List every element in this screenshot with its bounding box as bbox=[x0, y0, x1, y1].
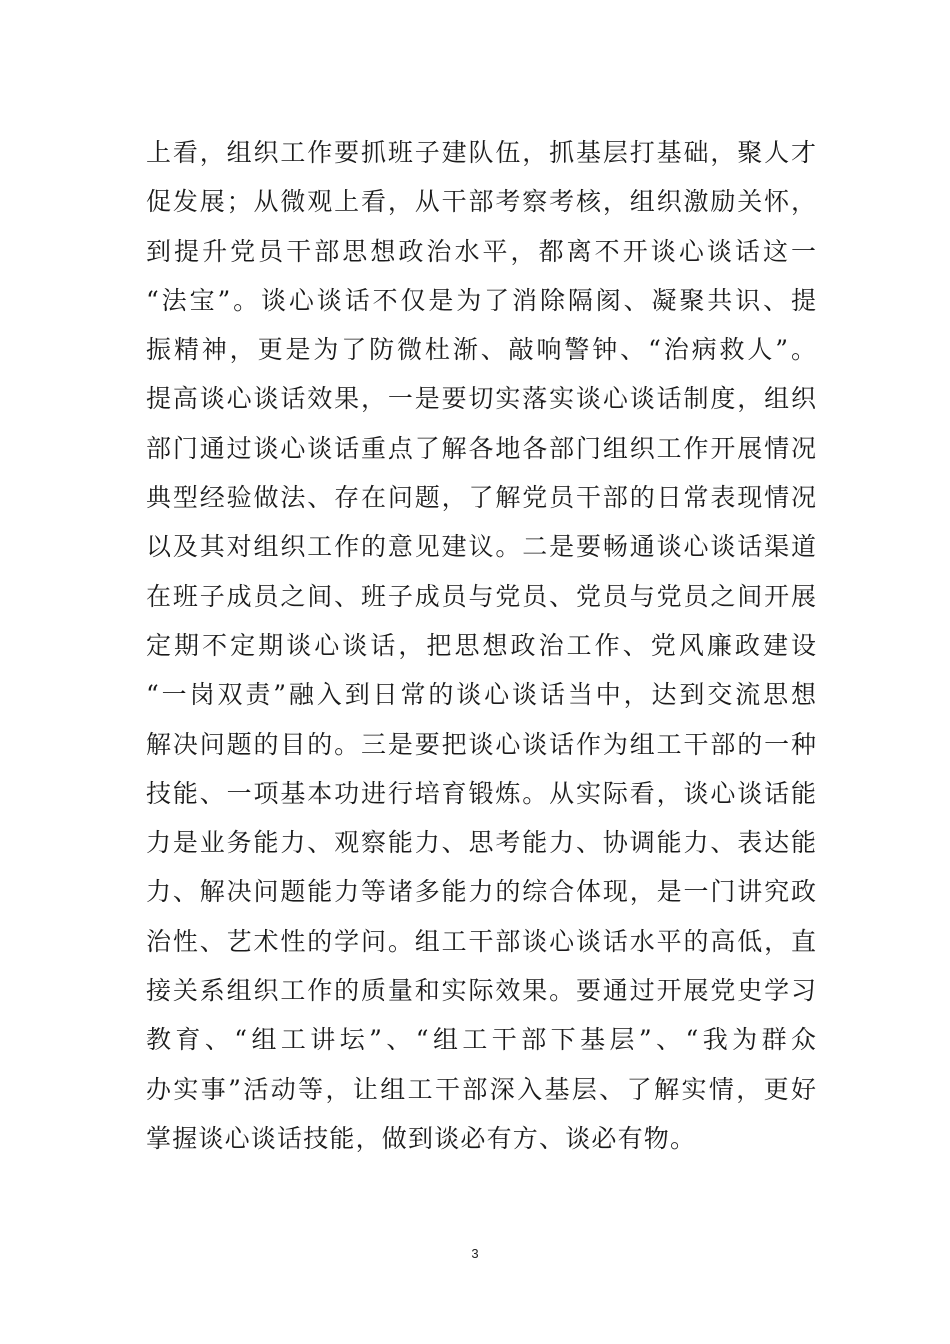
text-line: 到提升党员干部思想政治水平，都离不开谈心谈话这一 bbox=[146, 236, 816, 266]
text-line: 教育、“组工讲坛”、“组工干部下基层”、“我为群众 bbox=[146, 1025, 816, 1055]
text-line: 力、解决问题能力等诸多能力的综合体现，是一门讲究政 bbox=[146, 877, 816, 907]
text-line: 力是业务能力、观察能力、思考能力、协调能力、表达能 bbox=[146, 828, 816, 858]
text-line: “法宝”。谈心谈话不仅是为了消除隔阂、凝聚共识、提 bbox=[146, 285, 816, 315]
text-line: 技能、一项基本功进行培育锻炼。从实际看，谈心谈话能 bbox=[146, 778, 816, 808]
text-line: 上看，组织工作要抓班子建队伍，抓基层打基础，聚人才 bbox=[146, 138, 816, 167]
text-line: 典型经验做法、存在问题，了解党员干部的日常表现情况 bbox=[146, 483, 816, 513]
body-paragraph bbox=[146, 128, 816, 1163]
page-number: 3 bbox=[471, 1246, 479, 1261]
text-line: 在班子成员之间、班子成员与党员、党员与党员之间开展 bbox=[146, 581, 816, 611]
text-line: 提高谈心谈话效果，一是要切实落实谈心谈话制度，组织 bbox=[146, 384, 816, 414]
text-line: 治性、艺术性的学问。组工干部谈心谈话水平的高低，直 bbox=[146, 926, 816, 956]
text-line: 定期不定期谈心谈话，把思想政治工作、党风廉政建设 bbox=[146, 630, 816, 660]
text-line: 掌握谈心谈话技能，做到谈必有方、谈必有物。 bbox=[146, 1123, 697, 1153]
text-line: 接关系组织工作的质量和实际效果。要通过开展党史学习 bbox=[146, 976, 816, 1006]
text-line: 部门通过谈心谈话重点了解各地各部门组织工作开展情况 bbox=[146, 433, 816, 463]
text-line: 以及其对组织工作的意见建议。二是要畅通谈心谈话渠道 bbox=[146, 532, 816, 562]
text-line: 解决问题的目的。三是要把谈心谈话作为组工干部的一种 bbox=[146, 729, 816, 759]
text-line: “一岗双责”融入到日常的谈心谈话当中，达到交流思想 bbox=[146, 680, 816, 710]
text-line: 办实事”活动等，让组工干部深入基层、了解实情，更好 bbox=[146, 1074, 816, 1104]
text-line: 振精神，更是为了防微杜渐、敲响警钟、“治病救人”。 bbox=[146, 335, 816, 365]
text-line: 促发展；从微观上看，从干部考察考核，组织激励关怀， bbox=[146, 187, 816, 217]
